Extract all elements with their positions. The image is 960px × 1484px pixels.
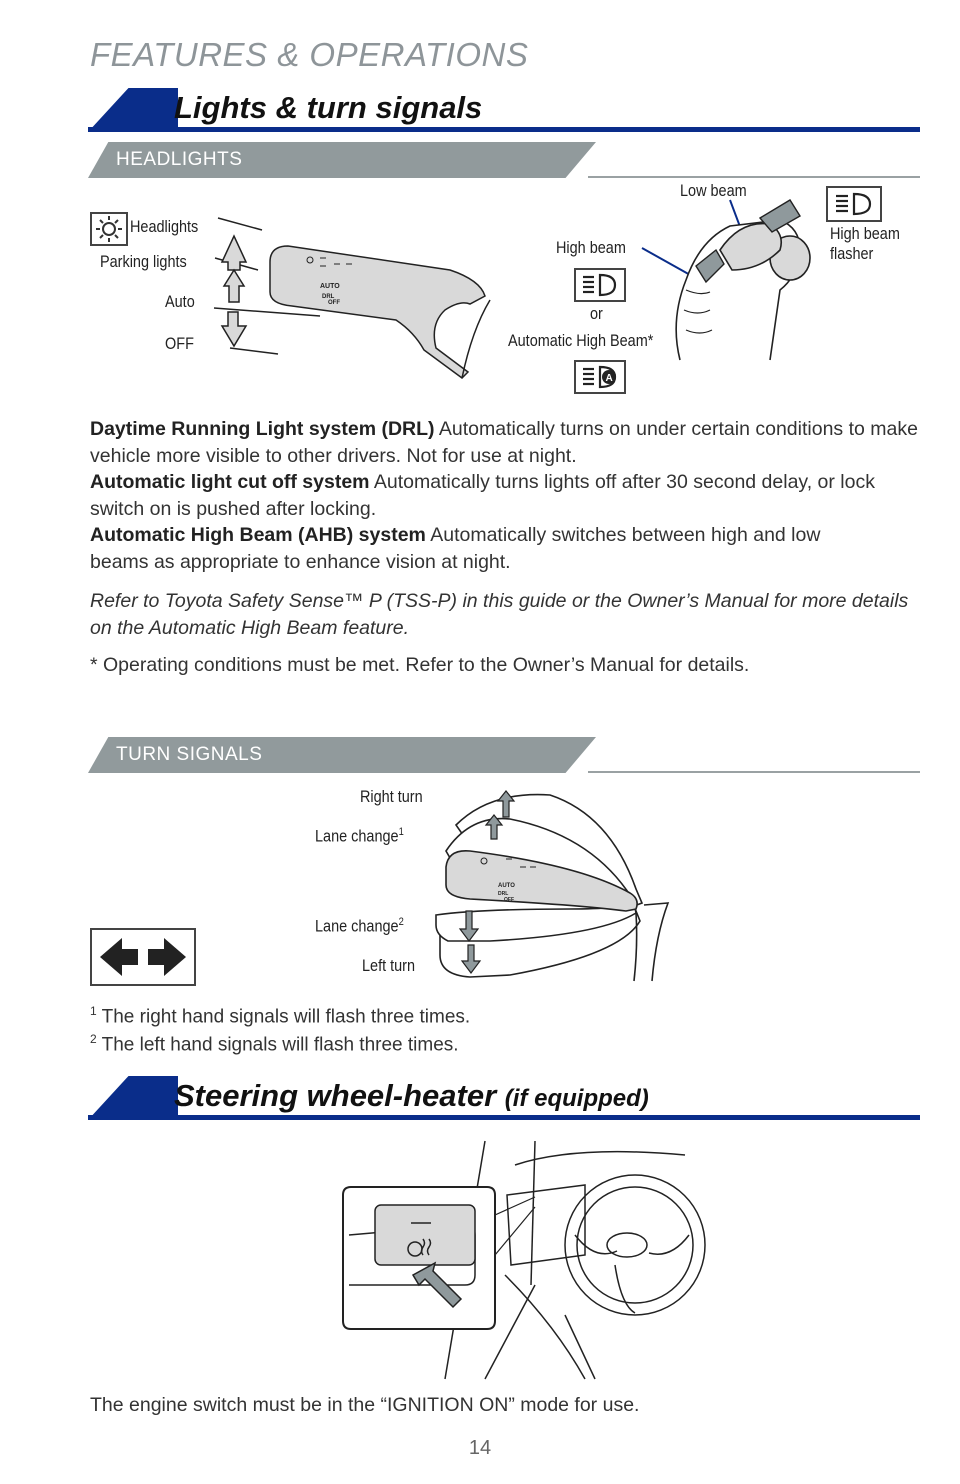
turn-signal-lever-drawing (430, 785, 680, 985)
label-headlights: Headlights (130, 217, 199, 236)
label-high-beam-flasher-2: flasher (830, 244, 874, 263)
label-low-beam: Low beam (680, 181, 747, 200)
section-title: Steering wheel-heater (if equipped) (174, 1078, 649, 1113)
section-rule (88, 127, 920, 132)
label-high-beam-flasher-1: High beam (830, 224, 900, 243)
paragraph-drl: Daytime Running Light system (DRL) Automatically turns on under certain conditions to make vehicle more visible to other drivers. Not for use at night. (90, 418, 918, 467)
subsection-rule (588, 176, 920, 178)
section-header-lights (88, 88, 920, 132)
switch-text-off: OFF (328, 300, 340, 306)
subsection-header-headlights (88, 142, 920, 178)
paragraph-cut-off: Automatic light cut off system Automatically turns lights off after 30 second delay, or lock switch on is pushed after locking. (90, 471, 875, 520)
label-auto: Auto (165, 292, 195, 311)
label-parking-lights: Parking lights (100, 252, 187, 271)
section-rule (88, 1115, 920, 1120)
svg-text:AUTO: AUTO (498, 883, 515, 889)
subsection-rule (588, 771, 920, 773)
label-off: OFF (165, 334, 194, 353)
label-or: or (590, 304, 603, 323)
label-lane-change-2: Lane change$^2$ (315, 916, 404, 936)
headlights-description (90, 416, 920, 575)
page-header-title: FEATURES & OPERATIONS (90, 36, 529, 73)
label-right-turn: Right turn (360, 787, 423, 806)
label-high-beam: High beam (556, 238, 626, 257)
automatic-high-beam-icon (574, 360, 626, 394)
section-title: Lights & turn signals (174, 90, 483, 125)
turn-footnote-2: $^2$ The left hand signals will flash three times. (90, 1032, 459, 1056)
operating-conditions-footnote: * Operating conditions must be met. Refer to the Owner’s Manual for details. (90, 654, 750, 676)
label-left-turn: Left turn (362, 956, 416, 975)
section-tab (88, 1076, 178, 1120)
headlight-lever-drawing (200, 200, 500, 380)
label-automatic-high-beam: Automatic High Beam* (508, 331, 654, 350)
page-number: 14 (468, 1437, 492, 1459)
switch-text-auto: AUTO (320, 283, 340, 290)
svg-text:OFF: OFF (504, 897, 514, 903)
tss-p-note: Refer to Toyota Safety Sense™ P (TSS-P) in this guide or the Owner’s Manual for more details on the Automatic High Beam feature. (90, 590, 909, 639)
subsection-header-turn-signals (88, 737, 920, 773)
subsection-title: HEADLIGHTS (116, 149, 243, 170)
svg-text:A: A (605, 373, 613, 384)
switch-text-drl: DRL (322, 294, 335, 300)
turn-signal-arrows-icon (90, 928, 196, 986)
section-tab (88, 88, 178, 132)
paragraph-ahb: Automatic High Beam (AHB) system Automatically switches between high and low beams as appropriate to enhance vision at night. (90, 524, 821, 573)
section-header-heater (88, 1076, 920, 1120)
steering-wheel-heater-diagram (335, 1135, 695, 1385)
turn-footnote-1: $^1$ The right hand signals will flash three times. (90, 1004, 471, 1028)
subsection-title: TURN SIGNALS (116, 744, 263, 765)
label-lane-change-1: Lane change$^1$ (315, 826, 404, 846)
hand-on-lever-drawing (640, 180, 840, 380)
turn-signal-footnotes (90, 1000, 470, 1057)
heater-note: The engine switch must be in the “IGNITION ON” mode for use. (90, 1394, 640, 1416)
svg-text:DRL: DRL (498, 891, 509, 897)
headlight-sun-icon (90, 212, 128, 246)
high-beam-icon (574, 268, 626, 302)
